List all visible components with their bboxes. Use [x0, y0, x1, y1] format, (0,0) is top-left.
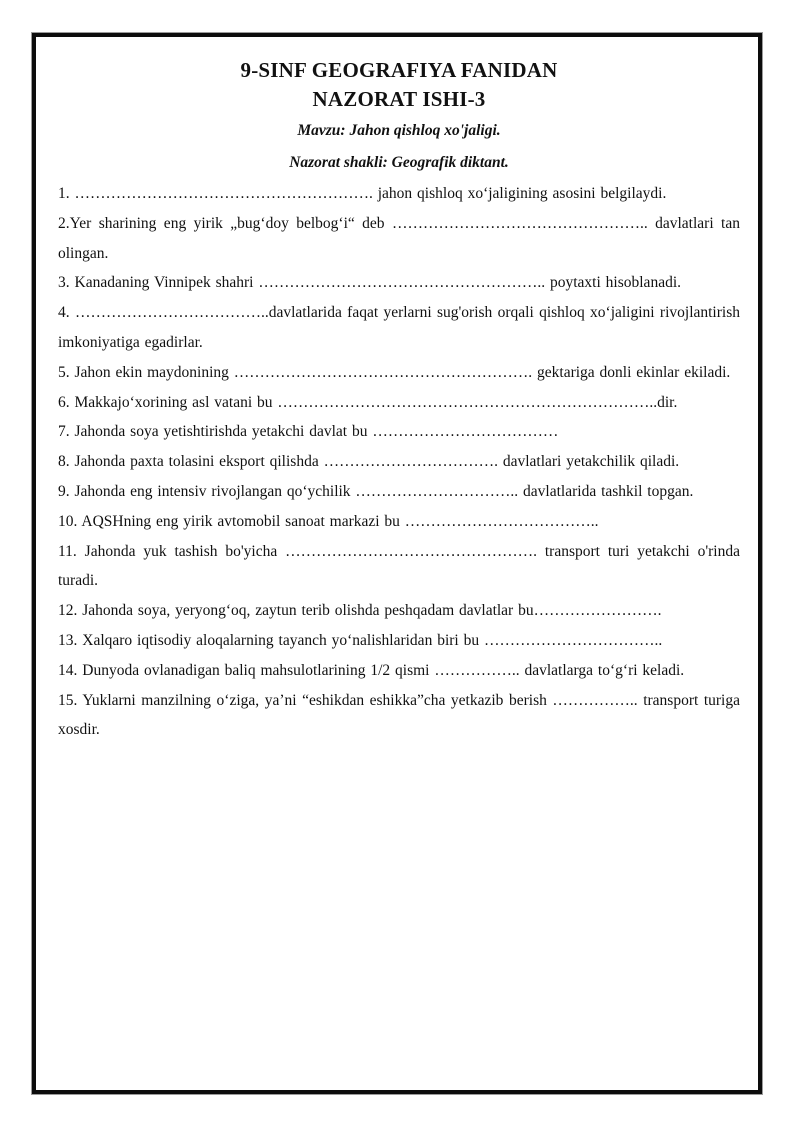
question-item: 15. Yuklarni manzilning oʻziga, ya’ni “eshikdan eshikka”cha yetkazib berish …………….. transport turiga xosdir. — [58, 691, 740, 739]
question-item: 2.Yer sharining eng yirik „bugʻdoy belbogʻi“ deb ………………………………………….. davlatlari tan olingan. — [58, 214, 740, 262]
question-item: 7. Jahonda soya yetishtirishda yetakchi davlat bu ……………………………… — [58, 423, 559, 441]
question-item: 3. Kanadaning Vinnipek shahri ……………………………………………….. poytaxti hisoblanadi. — [58, 274, 682, 292]
question-item: 8. Jahonda paxta tolasini eksport qilishda ……………………………. davlatlari yetakchilik qiladi. — [58, 453, 680, 471]
page-border-frame — [32, 33, 762, 1094]
document-subtitle-topic: Mavzu: Jahon qishloq xo'jaligi. — [297, 122, 501, 139]
question-item: 10. AQSHning eng yirik avtomobil sanoat markazi bu ……………………………….. — [58, 512, 599, 530]
question-item: 6. Makkajoʻxorining asl vatani bu ………………………………………………………………..dir. — [58, 393, 678, 411]
question-item: 14. Dunyoda ovlanadigan baliq mahsulotlarining 1/2 qismi …………….. davlatlarga toʻgʻri keladi. — [58, 661, 685, 679]
question-item: 9. Jahonda eng intensiv rivojlangan qoʻychilik ………………………….. davlatlarida tashkil topgan. — [58, 482, 694, 500]
document-subtitle-format: Nazorat shakli: Geografik diktant. — [289, 154, 509, 171]
document-title-line-1: 9-SINF GEOGRAFIYA FANIDAN — [240, 58, 558, 82]
question-item: 13. Xalqaro iqtisodiy aloqalarning tayanch yoʻnalishlaridan biri bu …………………………….. — [58, 631, 663, 649]
question-item: 1. …………………………………………………. jahon qishloq xoʻjaligining asosini belgilaydi. — [58, 185, 667, 202]
document-title-line-2: NAZORAT ISHI-3 — [312, 87, 486, 111]
question-item: 5. Jahon ekin maydonining …………………………………………………. gektariga donli ekinlar ekiladi. — [58, 363, 731, 381]
document-header — [58, 57, 740, 172]
question-item: 12. Jahonda soya, yeryongʻoq, zaytun terib olishda peshqadam davlatlar bu……………………. — [58, 602, 662, 620]
questions-list — [58, 179, 740, 745]
page-content — [36, 37, 758, 745]
question-item: 4. ………………………………..davlatlarida faqat yerlarni sug'orish orqali qishloq xoʻjaligini rivojlantirish imkoniyatiga egadirlar. — [58, 304, 740, 351]
question-item: 11. Jahonda yuk tashish bo'yicha …………………………………………. transport turi yetakchi o'rinda turadi. — [58, 542, 740, 590]
